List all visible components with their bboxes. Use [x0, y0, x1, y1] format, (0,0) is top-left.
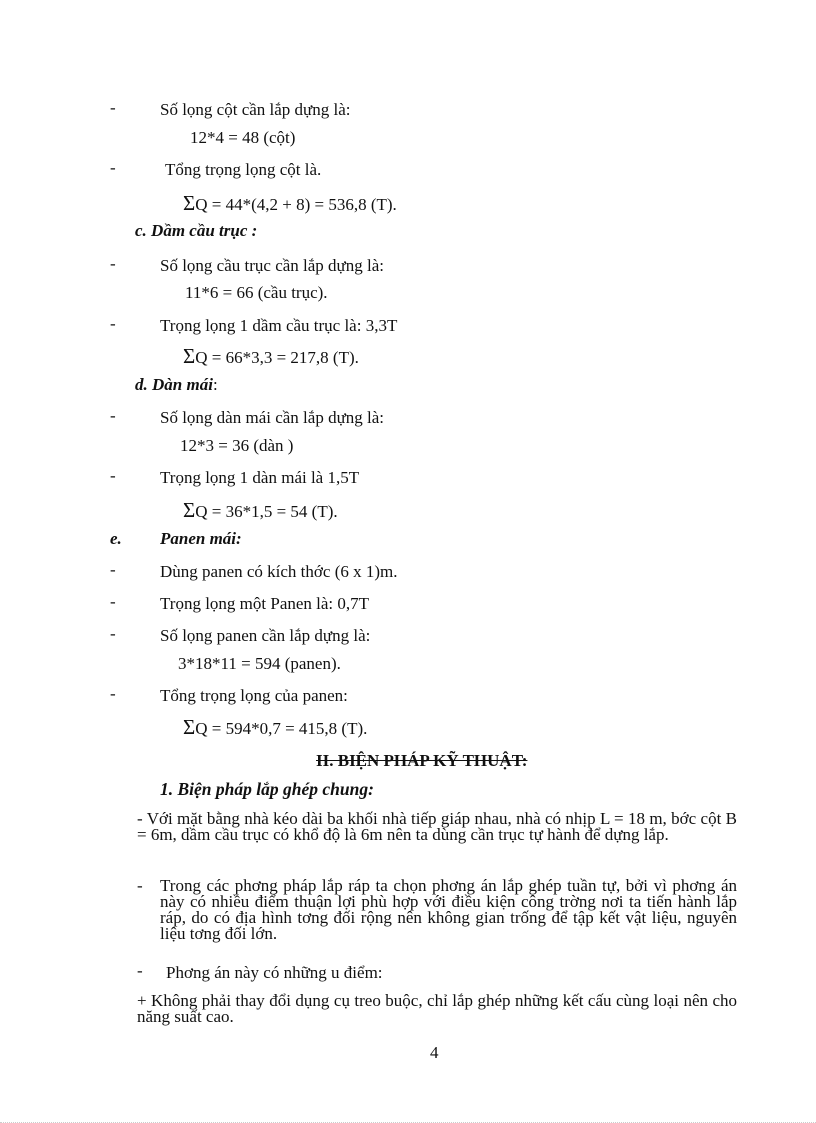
formula-line: 12*4 = 48 (cột) [190, 128, 296, 147]
text-line: Số lọng cột cần lắp dựng là: [160, 100, 351, 119]
page-number: 4 [430, 1043, 439, 1062]
text-line: Số lọng panen cần lắp dựng là: [160, 626, 371, 645]
sigma-symbol: Σ [183, 344, 196, 368]
sigma-symbol: Σ [183, 191, 196, 215]
bullet-dash: - [110, 254, 116, 273]
section-heading: c. Dầm cầu trục : [135, 221, 258, 240]
section-letter: e. [110, 529, 122, 548]
section-heading: d. Dàn mái: [135, 375, 218, 394]
chapter-heading: II. BIỆN PHÁP KỸ THUẬT: [316, 751, 528, 770]
bullet-dash: - [110, 592, 116, 611]
bullet-dash: - [137, 876, 143, 895]
formula-line: 11*6 = 66 (cầu trục). [185, 283, 328, 302]
bullet-dash: - [110, 406, 116, 425]
formula-line: ΣQ = 44*(4,2 + 8) = 536,8 (T). [183, 191, 397, 215]
text-line: Trọng lọng 1 dầm cầu trục là: 3,3T [160, 316, 398, 335]
paragraph: Trong các phơng pháp lắp ráp ta chọn phơng án lắp ghép tuần tự, bởi vì phơng án này có nhiều điểm thuận lợi phù hợp với điều kiện công trờng nơi ta tiến hành lắp ráp, do có địa hình tơng đối rộng nên không gian trống để tập kết vật liệu, nguyên liệu tơng đối lớn. [160, 876, 737, 943]
bullet-dash: - [110, 466, 116, 485]
text-line: Số lọng dàn mái cần lắp dựng là: [160, 408, 385, 427]
text-line: Phơng án này có những u điểm: [166, 963, 383, 982]
formula-line: 12*3 = 36 (dàn ) [180, 436, 294, 455]
bullet-dash: - [110, 684, 116, 703]
bullet-dash: - [110, 624, 116, 643]
text-line: Số lọng cầu trục cần lắp dựng là: [160, 256, 385, 275]
text-line: Trọng lọng một Panen là: 0,7T [160, 594, 370, 613]
bullet-dash: - [110, 560, 116, 579]
sigma-symbol: Σ [183, 715, 196, 739]
subsection-heading: 1. Biện pháp lắp ghép chung: [160, 779, 374, 799]
bullet-dash: - [137, 961, 143, 980]
formula-line: 3*18*11 = 594 (panen). [178, 654, 341, 673]
paragraph: - Với mặt bằng nhà kéo dài ba khối nhà tiếp giáp nhau, nhà có nhịp L = 18 m, bớc cột B = 6m, dầm cầu trục có khổ độ là 6m nên ta dùng cần trục tự hành để dựng lắp. [137, 809, 737, 844]
section-heading: Panen mái: [160, 529, 242, 548]
bullet-dash: - [110, 98, 116, 117]
paragraph: + Không phải thay đổi dụng cụ treo buộc, chỉ lắp ghép những kết cấu cùng loại nên cho năng suất cao. [137, 991, 737, 1026]
text-line: Trọng lọng 1 dàn mái là 1,5T [160, 468, 360, 487]
formula-line: ΣQ = 66*3,3 = 217,8 (T). [183, 344, 359, 368]
formula-line: ΣQ = 36*1,5 = 54 (T). [183, 498, 338, 522]
bullet-dash: - [110, 314, 116, 333]
text-line: Tổng trọng lọng của panen: [160, 686, 348, 705]
text-line: Dùng panen có kích thớc (6 x 1)m. [160, 562, 398, 581]
sigma-symbol: Σ [183, 498, 196, 522]
text-line: Tổng trọng lọng cột là. [165, 160, 322, 179]
bullet-dash: - [110, 158, 116, 177]
formula-line: ΣQ = 594*0,7 = 415,8 (T). [183, 715, 368, 739]
